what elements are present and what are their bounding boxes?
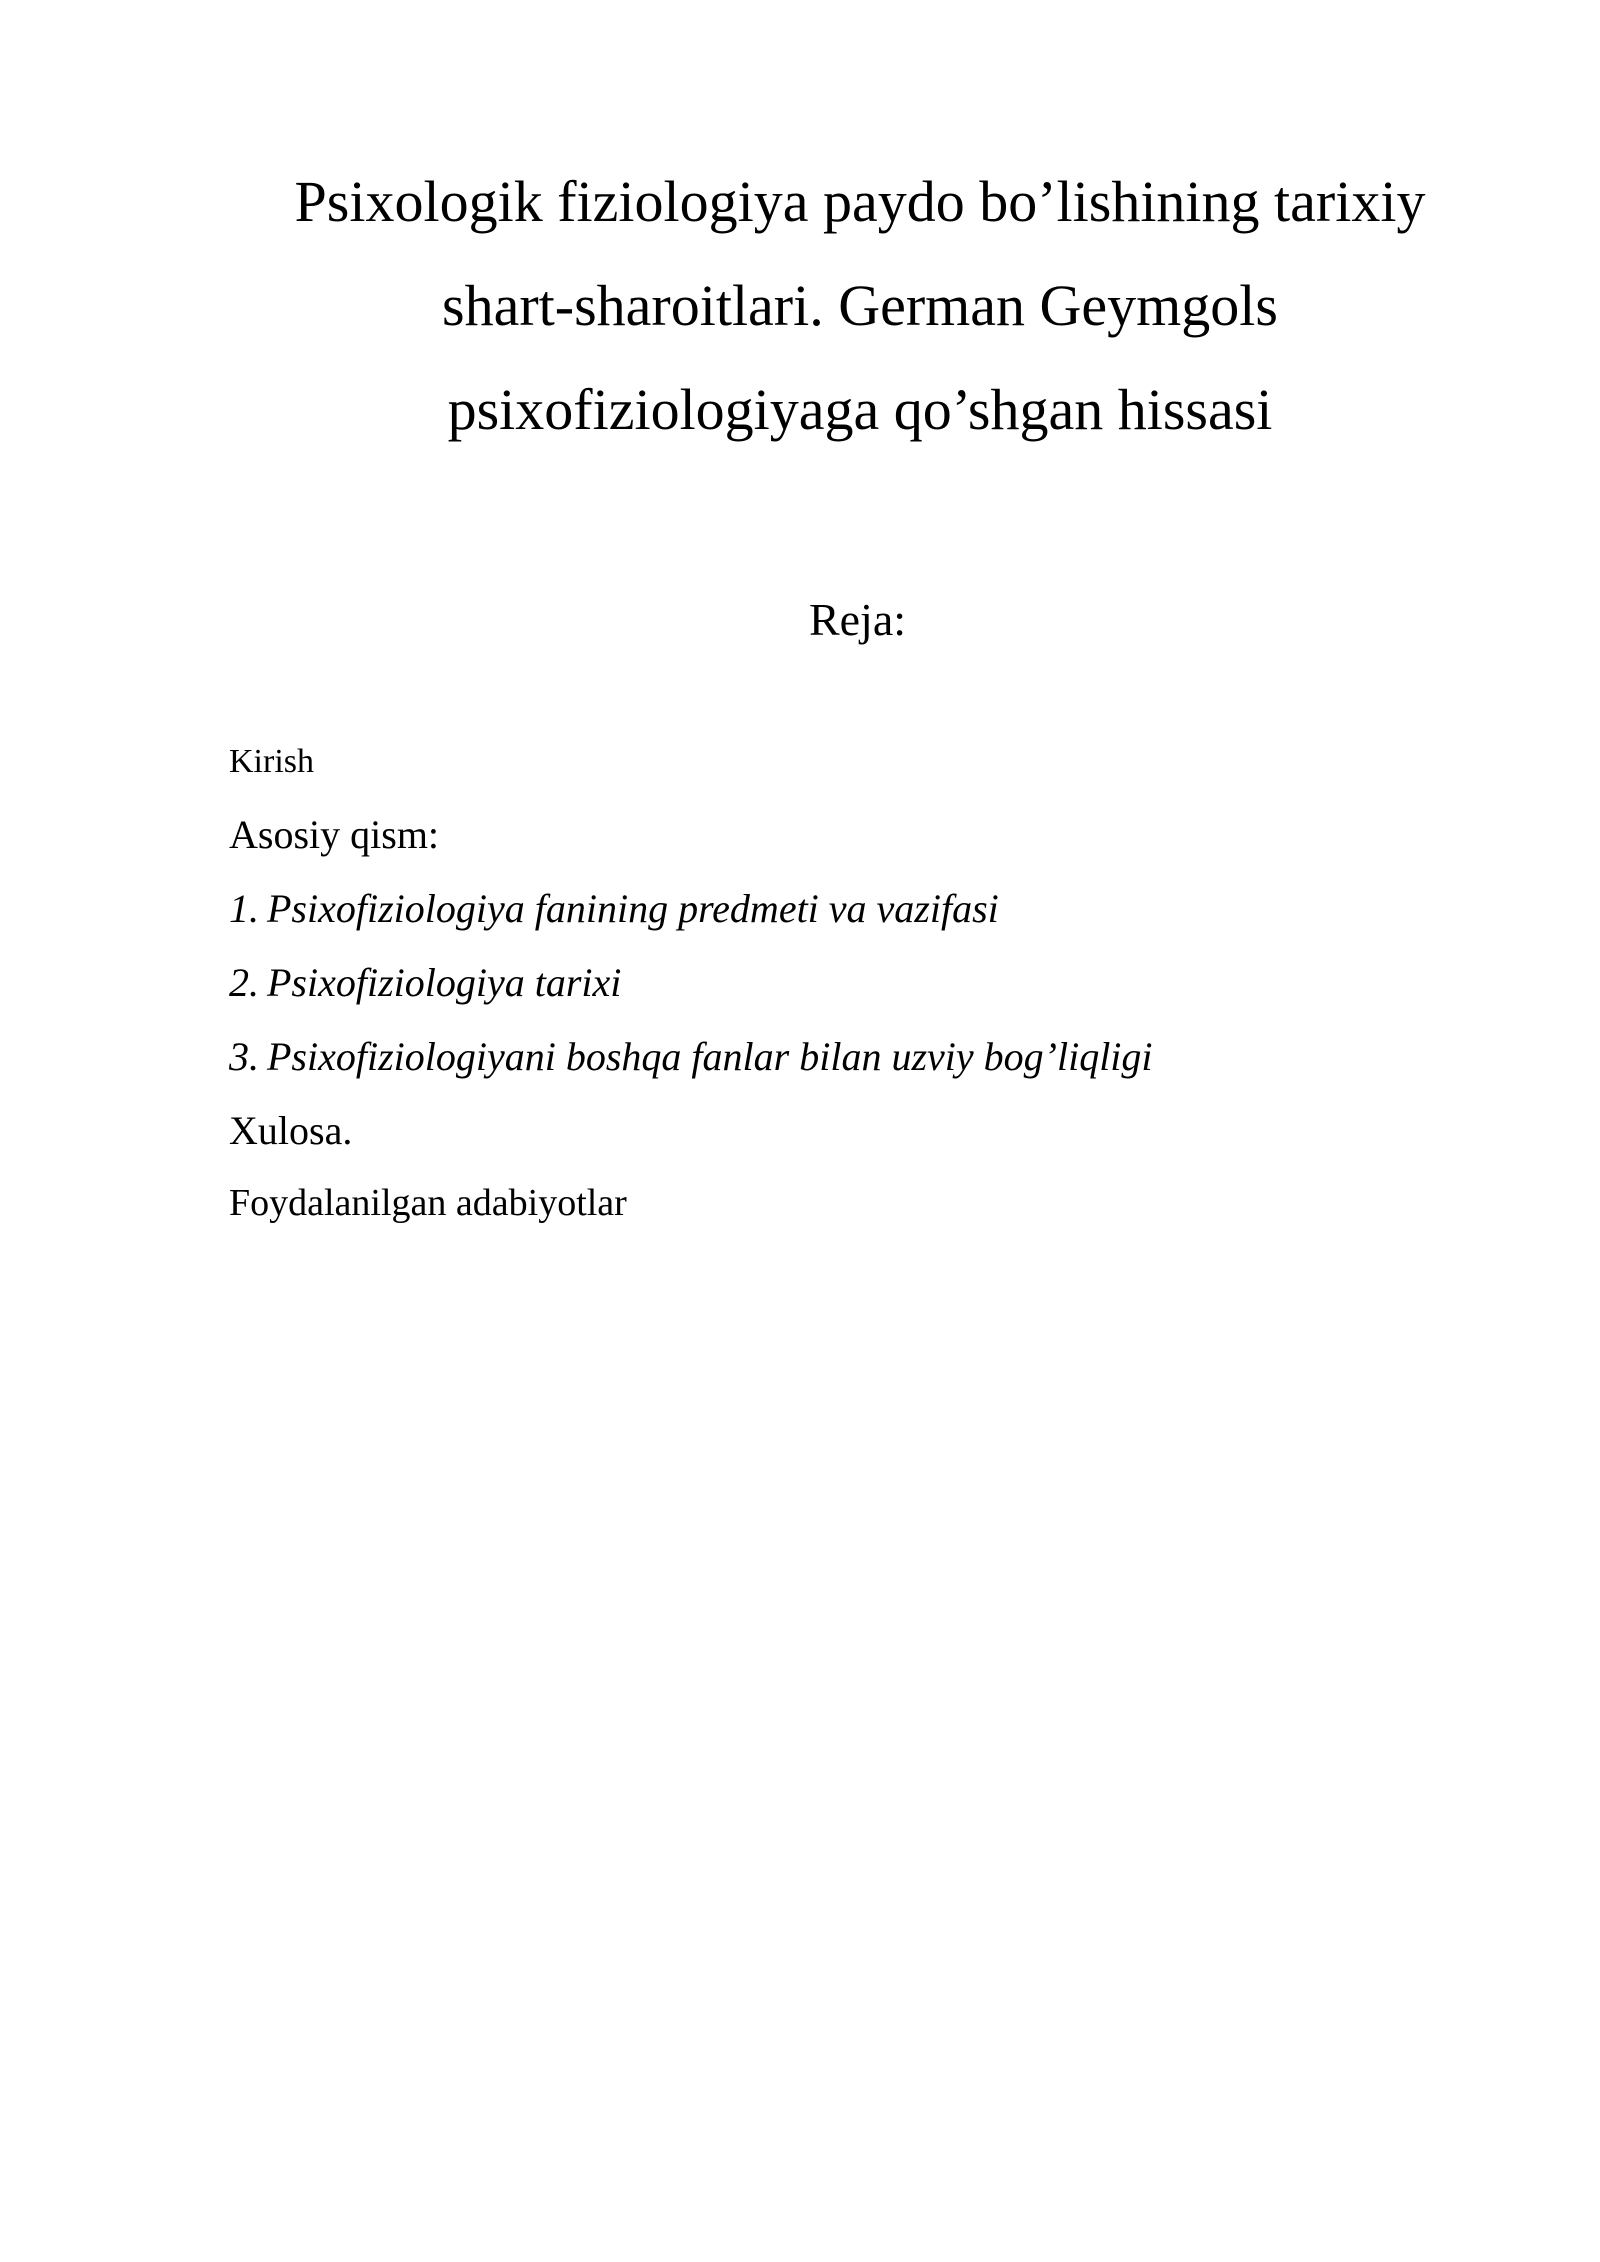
plan-item-1 [229,884,999,934]
plan-item-text: Psixofiziologiyani boshqa fanlar bilan uzviy bog’liqligi [267,1034,1153,1079]
plan-heading: Reja: [808,594,907,645]
plan-item-number: 1. [229,886,259,931]
plan-references: Foydalanilgan adabiyotlar [229,1182,627,1224]
title-line-2: shart-sharoitlari. German Geymgols [442,273,1278,338]
plan-main-part: Asosiy qism: [229,812,440,857]
title-line-3: psixofiziologiyaga qo’shgan hissasi [447,377,1273,442]
title-line-1: Psixologik fiziologiya paydo bo’lishining tarixiy [294,169,1426,234]
plan-intro: Kirish [229,743,314,780]
plan-item-text: Psixofiziologiya fanining predmeti va vazifasi [267,886,999,931]
plan-item-text: Psixofiziologiya tarixi [267,960,622,1005]
plan-item-2 [229,958,621,1008]
plan-conclusion: Xulosa. [229,1108,353,1153]
plan-item-3 [229,1032,1153,1082]
document-title [230,150,1490,462]
plan-item-number: 3. [229,1034,259,1079]
plan-item-number: 2. [229,960,259,1005]
